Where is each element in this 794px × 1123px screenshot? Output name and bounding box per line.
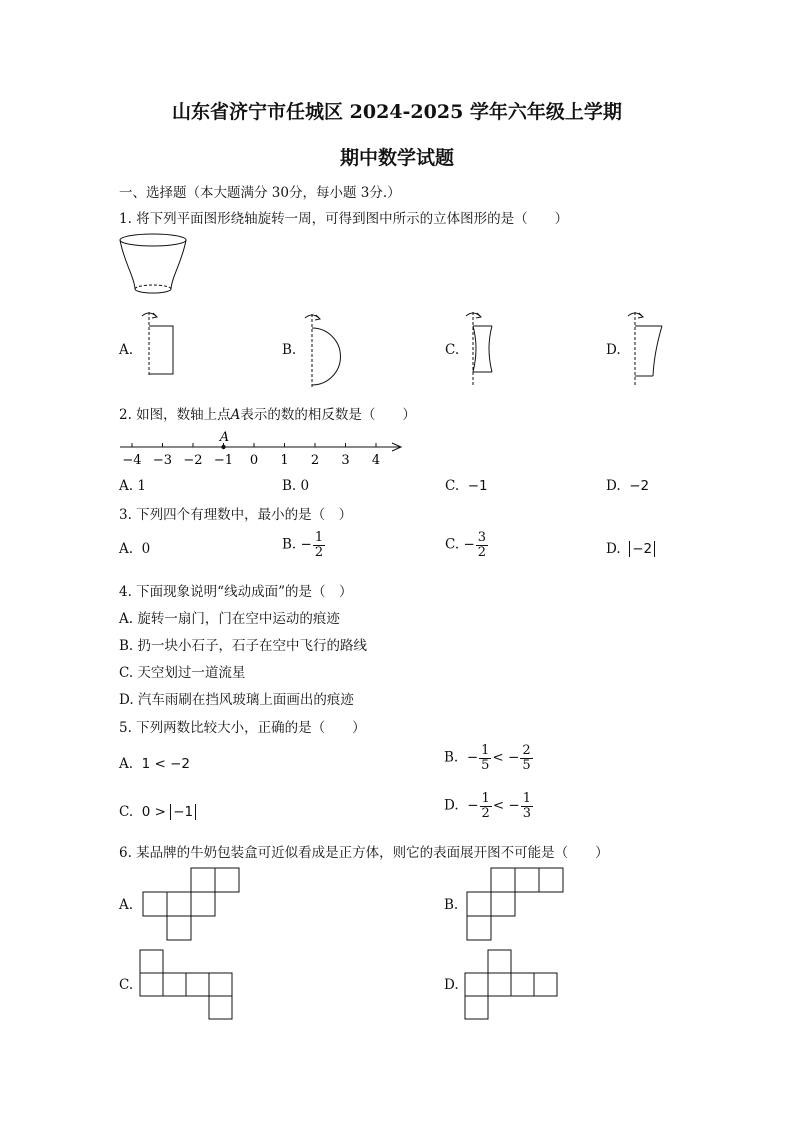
q3-option-d-label: D. bbox=[606, 541, 621, 557]
q5-option-c-abs-value: −1 bbox=[170, 804, 196, 820]
number-line-point-label: A bbox=[219, 430, 230, 445]
question-4-stem: 4. 下面现象说明“线动成面”的是（ ） bbox=[119, 584, 353, 600]
q6-option-b-label[interactable]: B. bbox=[444, 897, 459, 913]
fraction-denominator: 3 bbox=[522, 805, 532, 821]
q3-option-c-sign: − bbox=[463, 536, 475, 553]
fraction-denominator: 5 bbox=[522, 757, 531, 773]
q5-option-d-fraction-2 bbox=[521, 792, 533, 820]
q1-option-d-label[interactable]: D. bbox=[606, 342, 621, 358]
page-subtitle: 期中数学试题 bbox=[339, 147, 454, 169]
q5-option-a-value: 1 < −2 bbox=[141, 756, 191, 772]
q2-option-c-value: −1 bbox=[467, 478, 488, 494]
q1-option-c-label[interactable]: C. bbox=[445, 342, 460, 358]
question-2-stem bbox=[119, 403, 416, 423]
number-line-point bbox=[221, 445, 225, 449]
number-line-tick-label: −4 bbox=[122, 453, 142, 468]
q2-option-a[interactable]: A. 1 bbox=[119, 478, 146, 494]
number-line-tick-label: 1 bbox=[280, 453, 289, 468]
q4-option-b[interactable]: B. 扔一块小石子，石子在空中飞行的路线 bbox=[119, 638, 368, 654]
q2-option-d-value: −2 bbox=[629, 478, 650, 494]
q3-option-b[interactable] bbox=[282, 531, 326, 559]
fraction-denominator: 2 bbox=[477, 544, 487, 560]
q2-point-name: A bbox=[230, 407, 241, 423]
q3-option-a-label: A. bbox=[119, 541, 134, 557]
q2-option-c-label: C. bbox=[445, 478, 460, 494]
q4-option-a[interactable]: A. 旋转一扇门，门在空中运动的痕迹 bbox=[119, 611, 340, 627]
number-line-tick-label: 0 bbox=[249, 453, 259, 468]
section-heading: 一、选择题（本大题满分 30分，每小题 3分.） bbox=[119, 185, 401, 201]
q5-option-d-label: D. bbox=[444, 797, 459, 814]
q5-option-a[interactable] bbox=[119, 756, 190, 772]
question-3-stem: 3. 下列四个有理数中，最小的是（ ） bbox=[119, 507, 353, 523]
q2-option-d[interactable] bbox=[606, 478, 649, 494]
q3-option-a-value: 0 bbox=[141, 541, 151, 557]
q5-option-b[interactable] bbox=[444, 744, 534, 772]
q5-option-b-fraction-1 bbox=[479, 744, 491, 772]
q5-option-c-left: 0 > bbox=[141, 804, 166, 820]
number-line-tick-label: 2 bbox=[310, 453, 320, 468]
q4-option-d[interactable]: D. 汽车雨刷在挡风玻璃上面画出的痕迹 bbox=[119, 692, 354, 708]
fraction-numerator: 1 bbox=[481, 743, 490, 758]
q1-option-a-figure[interactable] bbox=[138, 308, 178, 378]
q2-option-d-label: D. bbox=[606, 478, 621, 494]
q2-option-c[interactable] bbox=[445, 478, 488, 494]
q5-option-d-operator: < − bbox=[492, 797, 520, 814]
q2-stem-head: 2. 如图，数轴上点 bbox=[119, 407, 231, 423]
fraction-numerator: 2 bbox=[522, 743, 531, 758]
q3-option-d[interactable] bbox=[606, 541, 655, 557]
q3-option-d-abs-value: −2 bbox=[629, 541, 655, 557]
q6-option-c-net[interactable] bbox=[139, 949, 239, 1021]
q1-option-b-figure[interactable] bbox=[302, 310, 352, 390]
page-title: 山东省济宁市任城区 2024-2025 学年六年级上学期 bbox=[172, 101, 622, 123]
fraction-numerator: 3 bbox=[477, 530, 487, 545]
number-line-tick-label: 3 bbox=[341, 453, 350, 468]
number-line-tick-label: −2 bbox=[183, 453, 203, 468]
q6-option-c-label[interactable]: C. bbox=[119, 977, 134, 993]
q5-option-d[interactable] bbox=[444, 792, 534, 820]
q5-option-c[interactable] bbox=[119, 804, 196, 820]
q5-option-a-label: A. bbox=[119, 756, 134, 772]
q3-option-b-sign: − bbox=[300, 536, 312, 553]
q1-option-c-figure[interactable] bbox=[462, 308, 502, 388]
q5-option-b-label: B. bbox=[444, 749, 459, 766]
q2-option-b[interactable]: B. 0 bbox=[282, 478, 310, 494]
q3-option-a[interactable] bbox=[119, 541, 150, 557]
q1-option-d-figure[interactable] bbox=[624, 308, 669, 388]
fraction-numerator: 1 bbox=[481, 791, 490, 806]
q6-option-d-net[interactable] bbox=[464, 949, 564, 1021]
q4-option-c[interactable]: C. 天空划过一道流星 bbox=[119, 665, 246, 681]
q3-option-c-label: C. bbox=[445, 536, 460, 553]
q3-option-b-label: B. bbox=[282, 536, 297, 553]
number-line-tick-label: −1 bbox=[213, 453, 234, 468]
fraction-numerator: 1 bbox=[314, 530, 324, 545]
q6-option-b-net[interactable] bbox=[464, 867, 570, 943]
q1-option-b-label[interactable]: B. bbox=[282, 342, 297, 358]
q1-option-a-label[interactable]: A. bbox=[119, 342, 134, 358]
q6-option-a-label[interactable]: A. bbox=[119, 897, 134, 913]
fraction-numerator: 1 bbox=[522, 791, 532, 806]
fraction-denominator: 5 bbox=[481, 757, 490, 773]
number-line-tick-label: 4 bbox=[371, 453, 381, 468]
question-1-stem: 1. 将下列平面图形绕轴旋转一周，可得到图中所示的立体图形的是（ ） bbox=[119, 211, 569, 227]
q5-option-b-operator: < − bbox=[492, 749, 520, 766]
q3-option-b-fraction bbox=[313, 531, 325, 559]
frustum-solid-figure bbox=[118, 232, 190, 298]
number-line bbox=[118, 428, 408, 474]
fraction-denominator: 2 bbox=[481, 805, 490, 821]
question-5-stem: 5. 下列两数比较大小，正确的是（ ） bbox=[119, 720, 366, 736]
number-line-tick-label: −3 bbox=[152, 453, 173, 468]
q5-option-d-sign: − bbox=[467, 797, 479, 814]
q5-option-c-label: C. bbox=[119, 804, 134, 820]
fraction-denominator: 2 bbox=[314, 544, 324, 560]
q5-option-b-fraction-2 bbox=[520, 744, 532, 772]
q6-option-d-label[interactable]: D. bbox=[444, 977, 459, 993]
q6-option-a-net[interactable] bbox=[140, 867, 246, 943]
q3-option-c[interactable] bbox=[445, 531, 489, 559]
q5-option-d-fraction-1 bbox=[480, 792, 492, 820]
q5-option-b-sign: − bbox=[466, 749, 479, 766]
q3-option-c-fraction bbox=[476, 531, 488, 559]
question-6-stem: 6. 某品牌的牛奶包装盒可近似看成是正方体，则它的表面展开图不可能是（ ） bbox=[119, 845, 609, 861]
q2-stem-tail: 表示的数的相反数是（ ） bbox=[240, 407, 416, 423]
